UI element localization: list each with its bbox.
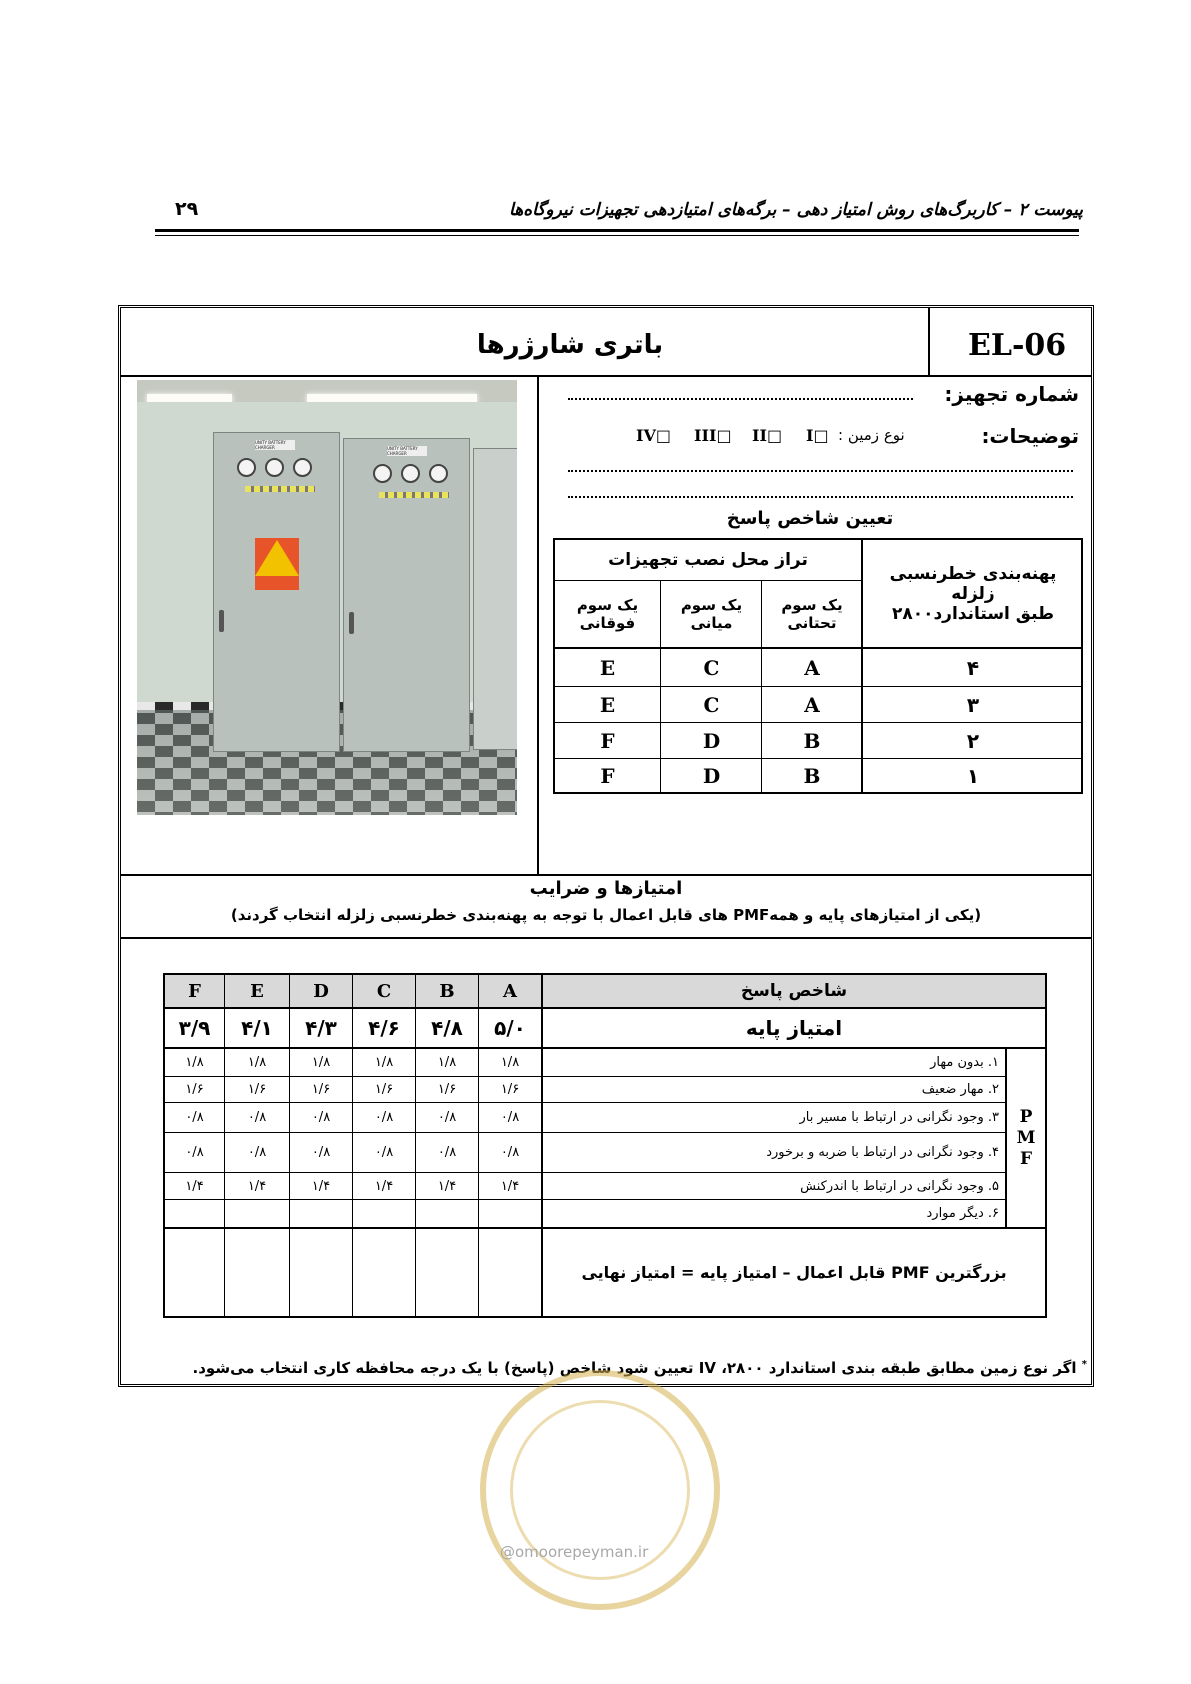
pmf-value-cell[interactable]: ۰/۸ — [374, 1110, 394, 1125]
final-score-formula: بزرگترین PMF قابل اعمال – امتیاز پایه = امتیاز نهایی — [581, 1263, 1007, 1282]
base-score-cell: ۴/۶ — [368, 1016, 400, 1040]
sheet-title: باتری شارژرها — [476, 330, 664, 360]
column-header: E — [250, 980, 264, 1002]
response-cell: F — [600, 728, 615, 753]
pmf-value-cell[interactable]: ۱/۴ — [311, 1178, 331, 1194]
charger-cabinet-left — [213, 432, 340, 752]
level-header: تراز محل نصب تجهیزات — [608, 550, 808, 570]
pmf-value-cell[interactable]: ۰/۸ — [374, 1145, 394, 1160]
response-cell: D — [702, 728, 721, 753]
pmf-row-label: ۲. مهار ضعیف — [921, 1082, 999, 1097]
pmf-value-cell[interactable]: ۰/۸ — [437, 1110, 457, 1125]
col-upper-third: یک سوم فوقانی — [576, 596, 639, 632]
pmf-value-cell[interactable]: ۱/۴ — [185, 1178, 204, 1194]
title-row-divider — [120, 375, 1092, 377]
response-index-table — [553, 538, 1083, 794]
description-field-line-2[interactable] — [568, 496, 1073, 498]
pmf-row-label: ۱. بدون مهار — [930, 1055, 999, 1070]
pmf-value-cell[interactable]: ۱/۴ — [437, 1178, 457, 1194]
description-label: توضیحات: — [981, 424, 1079, 448]
zone-cell: ۴ — [966, 655, 980, 680]
pmf-value-cell[interactable]: ۱/۸ — [247, 1055, 267, 1070]
pmf-label-f: F — [1019, 1148, 1033, 1169]
info-divider — [120, 874, 1092, 876]
pmf-value-cell[interactable] — [353, 1200, 415, 1227]
pmf-value-cell[interactable]: ۰/۸ — [185, 1145, 204, 1160]
base-score-label: امتیاز پایه — [745, 1016, 843, 1040]
page-number: ۲۹ — [175, 198, 199, 220]
pmf-value-cell[interactable]: ۱/۸ — [185, 1055, 204, 1070]
soil-type-IV-checkbox[interactable]: IV□ — [636, 426, 672, 445]
pmf-value-cell[interactable] — [290, 1200, 352, 1227]
pmf-value-cell[interactable]: ۰/۸ — [311, 1145, 331, 1160]
scores-heading: امتیازها و ضرایب — [529, 878, 683, 899]
footnote-marker: * — [1081, 1359, 1087, 1370]
response-cell: B — [803, 728, 821, 753]
zone-header-line2: طبق استاندارد۲۸۰۰ — [891, 603, 1055, 624]
scores-heading-divider — [120, 937, 1092, 939]
response-cell: C — [703, 692, 720, 717]
base-score-cell: ۳/۹ — [178, 1016, 211, 1040]
response-cell: F — [600, 763, 615, 788]
photo-divider — [537, 377, 539, 874]
pmf-row-label: ۳. وجود نگرانی در ارتباط با مسیر بار — [799, 1110, 999, 1125]
soil-type-II-checkbox[interactable]: II□ — [752, 426, 783, 445]
pmf-label-p: P — [1019, 1106, 1033, 1127]
pmf-value-cell[interactable]: ۱/۶ — [185, 1082, 204, 1097]
column-header: F — [188, 980, 201, 1002]
pmf-value-cell[interactable]: ۰/۸ — [437, 1145, 457, 1160]
zone-cell: ۲ — [966, 728, 980, 753]
soil-type-III-checkbox[interactable]: III□ — [694, 426, 732, 445]
pmf-value-cell[interactable] — [165, 1200, 224, 1227]
equipment-number-field[interactable] — [568, 398, 913, 400]
pmf-value-cell[interactable]: ۰/۸ — [185, 1110, 204, 1125]
response-cell: E — [599, 655, 616, 680]
pmf-row-label: ۵. وجود نگرانی در ارتباط با اندرکنش — [800, 1178, 999, 1194]
pmf-row-label: ۴. وجود نگرانی در ارتباط با ضربه و برخورد — [766, 1145, 999, 1160]
response-cell: C — [703, 655, 720, 680]
pmf-value-cell[interactable] — [416, 1200, 478, 1227]
pmf-value-cell[interactable]: ۱/۸ — [500, 1055, 520, 1070]
column-header: B — [439, 980, 455, 1002]
soil-type-I-checkbox[interactable]: I□ — [806, 426, 829, 445]
response-cell: D — [702, 763, 721, 788]
pmf-value-cell[interactable]: ۱/۴ — [500, 1178, 520, 1194]
equipment-code: EL-06 — [968, 328, 1067, 363]
col-middle-third: یک سوم میانی — [680, 596, 743, 632]
column-header: C — [376, 980, 392, 1002]
description-field-line-1[interactable] — [568, 470, 1073, 472]
response-index-heading: تعیین شاخص پاسخ — [726, 508, 894, 529]
pmf-value-cell[interactable] — [225, 1200, 289, 1227]
response-cell: A — [804, 655, 820, 680]
pmf-value-cell[interactable]: ۰/۸ — [247, 1145, 267, 1160]
zone-cell: ۱ — [966, 763, 980, 788]
base-score-cell: ۴/۸ — [431, 1016, 463, 1040]
code-divider — [928, 308, 930, 376]
base-score-cell: ۵/۰ — [494, 1016, 526, 1040]
equipment-number-label: شماره تجهیز: — [944, 382, 1079, 406]
pmf-value-cell[interactable]: ۱/۴ — [247, 1178, 267, 1194]
pmf-value-cell[interactable]: ۱/۶ — [500, 1082, 520, 1097]
pmf-row-label: ۶. دیگر موارد — [926, 1206, 999, 1221]
pmf-value-cell[interactable]: ۱/۶ — [374, 1082, 394, 1097]
pmf-value-cell[interactable]: ۱/۸ — [374, 1055, 394, 1070]
equipment-photo: UNITY BATTERY CHARGER UNITY BATTERY CHARGER — [137, 380, 517, 815]
pmf-value-cell[interactable]: ۰/۸ — [311, 1110, 331, 1125]
footnote-text: اگر نوع زمین مطابق طبقه بندی استاندارد ۲۸۰۰، IV تعیین شود شاخص (پاسخ) با یک درجه محافظه کاری انتخاب می‌شود. — [192, 1359, 1077, 1377]
header-rule-thin — [155, 235, 1079, 236]
pmf-value-cell[interactable]: ۱/۶ — [311, 1082, 331, 1097]
base-score-cell: ۴/۱ — [241, 1016, 273, 1040]
response-cell: A — [804, 692, 820, 717]
page-header-title: پیوست ۲ – کاربرگ‌های روش امتیاز دهی – برگه‌های امتیازدهی تجهیزات نیروگاه‌ها — [509, 200, 1083, 220]
scores-subheading: (یکی از امتیازهای پایه و همهPMF های قابل اعمال با توجه به پهنه‌بندی خطرنسبی زلزله انتخاب گردند) — [230, 906, 982, 924]
scores-table — [163, 973, 1047, 1318]
pmf-value-cell[interactable]: ۱/۴ — [374, 1178, 394, 1194]
zone-header-line1: پهنه‌بندی خطرنسبی زلزله — [889, 563, 1057, 604]
response-cell: B — [803, 763, 821, 788]
soil-type-label: نوع زمین : — [838, 426, 905, 444]
pmf-value-cell[interactable] — [479, 1200, 541, 1227]
pmf-value-cell[interactable]: ۰/۸ — [247, 1110, 267, 1125]
pmf-value-cell[interactable]: ۱/۸ — [311, 1055, 331, 1070]
pmf-value-cell[interactable]: ۱/۶ — [247, 1082, 267, 1097]
response-index-header: شاخص پاسخ — [740, 981, 848, 1001]
pmf-value-cell[interactable]: ۰/۸ — [500, 1145, 520, 1160]
zone-cell: ۳ — [966, 692, 980, 717]
pmf-value-cell[interactable]: ۰/۸ — [500, 1110, 520, 1125]
col-lower-third: یک سوم تحتانی — [781, 596, 843, 632]
base-score-cell: ۴/۳ — [305, 1016, 337, 1040]
watermark-site: @omoorepeyman.ir — [500, 1543, 649, 1561]
column-header: D — [313, 980, 329, 1002]
pmf-value-cell[interactable]: ۱/۸ — [437, 1055, 457, 1070]
header-rule — [155, 229, 1079, 232]
column-header: A — [503, 980, 517, 1002]
response-cell: E — [599, 692, 616, 717]
footnote — [193, 1359, 1087, 1377]
pmf-value-cell[interactable]: ۱/۶ — [437, 1082, 457, 1097]
charger-cabinet-right — [343, 438, 470, 752]
pmf-label-m: M — [1016, 1127, 1036, 1148]
